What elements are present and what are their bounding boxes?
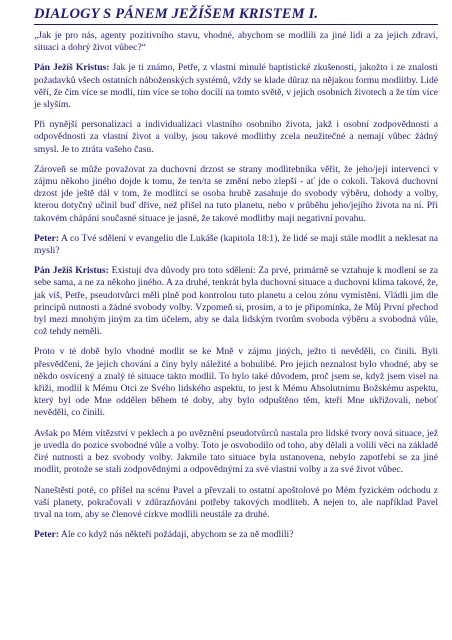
paragraph-7 bbox=[34, 346, 438, 419]
paragraph-5 bbox=[34, 233, 438, 257]
speaker-label: Peter: bbox=[34, 232, 60, 244]
paragraph-3 bbox=[34, 119, 438, 156]
paragraph-text: Při nynější personalizaci a individualizaci vlastního osobního života, jakž i osobní zodpovědnosti a odpovědnosti za vlastní život a volby, jsou takové modlitby zcela neužitečné a nemají vůbec žádný smysl. Je to ztráta vašeho času. bbox=[34, 119, 438, 155]
paragraph-text: Zároveň se může považovat za duchovní drzost se strany modlitebníka věřit, že jeho/její intervencí v zájmu někoho jiného dojde k tomu, že ten/ta se změní nebo zlepší - ať jde o cokoli. Taková duchovní drzost jde ještě dál v tom, že modlitcí se osoba hrubě zasahuje do svobody výběru, dohody a volby, kterou dotyčný učinil buď dříve, než přišel na tuto planetu, nebo v průběhu jeho/jejího života na ní. Při takovém chápání současné situace je jasné, že takové modlitby mají negativní povahu. bbox=[34, 163, 438, 224]
paragraph-8 bbox=[34, 428, 438, 477]
paragraph-text: Ale co když nás někteří požádají, abychom se za ně modlili? bbox=[59, 529, 294, 541]
paragraph-text: A co Tvé sdělení v evangeliu dle Lukáše (kapitola 18:1), že lidé se mají stále modlit a neklesat na mysli? bbox=[34, 232, 438, 257]
paragraph-4 bbox=[34, 164, 438, 225]
paragraph-10 bbox=[34, 529, 438, 541]
paragraph-1 bbox=[34, 30, 438, 54]
paragraph-text: Proto v té době bylo vhodné modlit se ke Mně v zájmu jiných, ježto ti nevěděli, co činili. Byli přesvědčeni, že jejich chování a činy byly náležité a bohulibé. Pro jejich neznalost bylo vhodné, aby se někdo osvícený a znalý té situace takto modlil. To bylo také důvodem, proč jsem se, když jsem visel na kříži, modlil k Mému Otci ze Svého lidského aspektu, to jest k Mému Absolutnímu Božskému aspektu, který byl ode Mne oddělen během té doby, aby bylo odpuštěno těm, kteří Mne ukřižovali, neboť nevěděli, co činili. bbox=[34, 346, 438, 419]
page-title: DIALOGY S PÁNEM JEŽÍŠEM KRISTEM I. bbox=[34, 6, 438, 25]
speaker-label: Pán Ježíš Kristus: bbox=[34, 62, 110, 74]
paragraph-text: Jak je ti známo, Petře, z vlastní minulé baptistické zkušenosti, jakožto i ze znalosti požadavků všech ostatních náboženských systémů, vždy se klade důraz na nějakou formu modlitby. Lidé věří, že čím více se modlí, tím více se toho docílí na tomto světě, v jejich osobních životech a že tím více je slyším. bbox=[34, 62, 438, 111]
paragraph-9 bbox=[34, 485, 438, 522]
paragraph-text: Naneštěstí poté, co přišel na scénu Pavel a převzali to ostatní apoštolové po Mém fyzickém odchodu z vaší planety, pokračovali v zdůrazňování potřeby takových modliteb. A nejen to, ale například Pavel trval na tom, aby se členové církve modlili neustále za druhé. bbox=[34, 484, 438, 520]
paragraph-text: „Jak je pro nás, agenty pozitivního stavu, vhodné, abychom se modlili za jiné lidi a za jejich zdraví, situaci a dobrý život vůbec?“ bbox=[34, 30, 438, 54]
paragraph-6 bbox=[34, 265, 438, 338]
speaker-label: Peter: bbox=[34, 529, 60, 541]
speaker-label: Pán Ježíš Kristus: bbox=[34, 265, 109, 277]
paragraph-2 bbox=[34, 62, 438, 111]
paragraph-text: Existují dva důvody pro toto sdělení: Za prvé, primárně se vztahuje k modlení se za sebe sama, a ne za někoho jiného. A za druhé, tenkrát byla duchovní situace a duchovní klima takové, že, jak víš, Petře, pseudotvůrci měli plně pod kontrolou tuto planetu a celou zónu vymístění. Vládli jim dle principů nutnosti a žádné svobody volby. Vzpomeň si, prosím, a to je připomínka, že Můj První přechod byl mezi mnohým jiným za tím účelem, aby se dala lidským tvorům svoboda výběru a svobodná vůle, což tehdy neměli. bbox=[34, 265, 438, 338]
paragraph-text: Avšak po Mém vítězství v peklech a po uvěznění pseudotvůrců nastala pro lidské tvory nová situace, jež je uvedla do pozice svobodné vůle a volby. Toto je osvobodilo od toho, aby dělali a volili věci na základě čiré nutnosti a bez svobody volby. Jakmile tato situace byla ustanovena, nebylo zapotřebí se za jiné modlit, protože se stali zodpovědnými a odpovědnými za své vlastní volby a za své život vůbec. bbox=[34, 427, 438, 476]
